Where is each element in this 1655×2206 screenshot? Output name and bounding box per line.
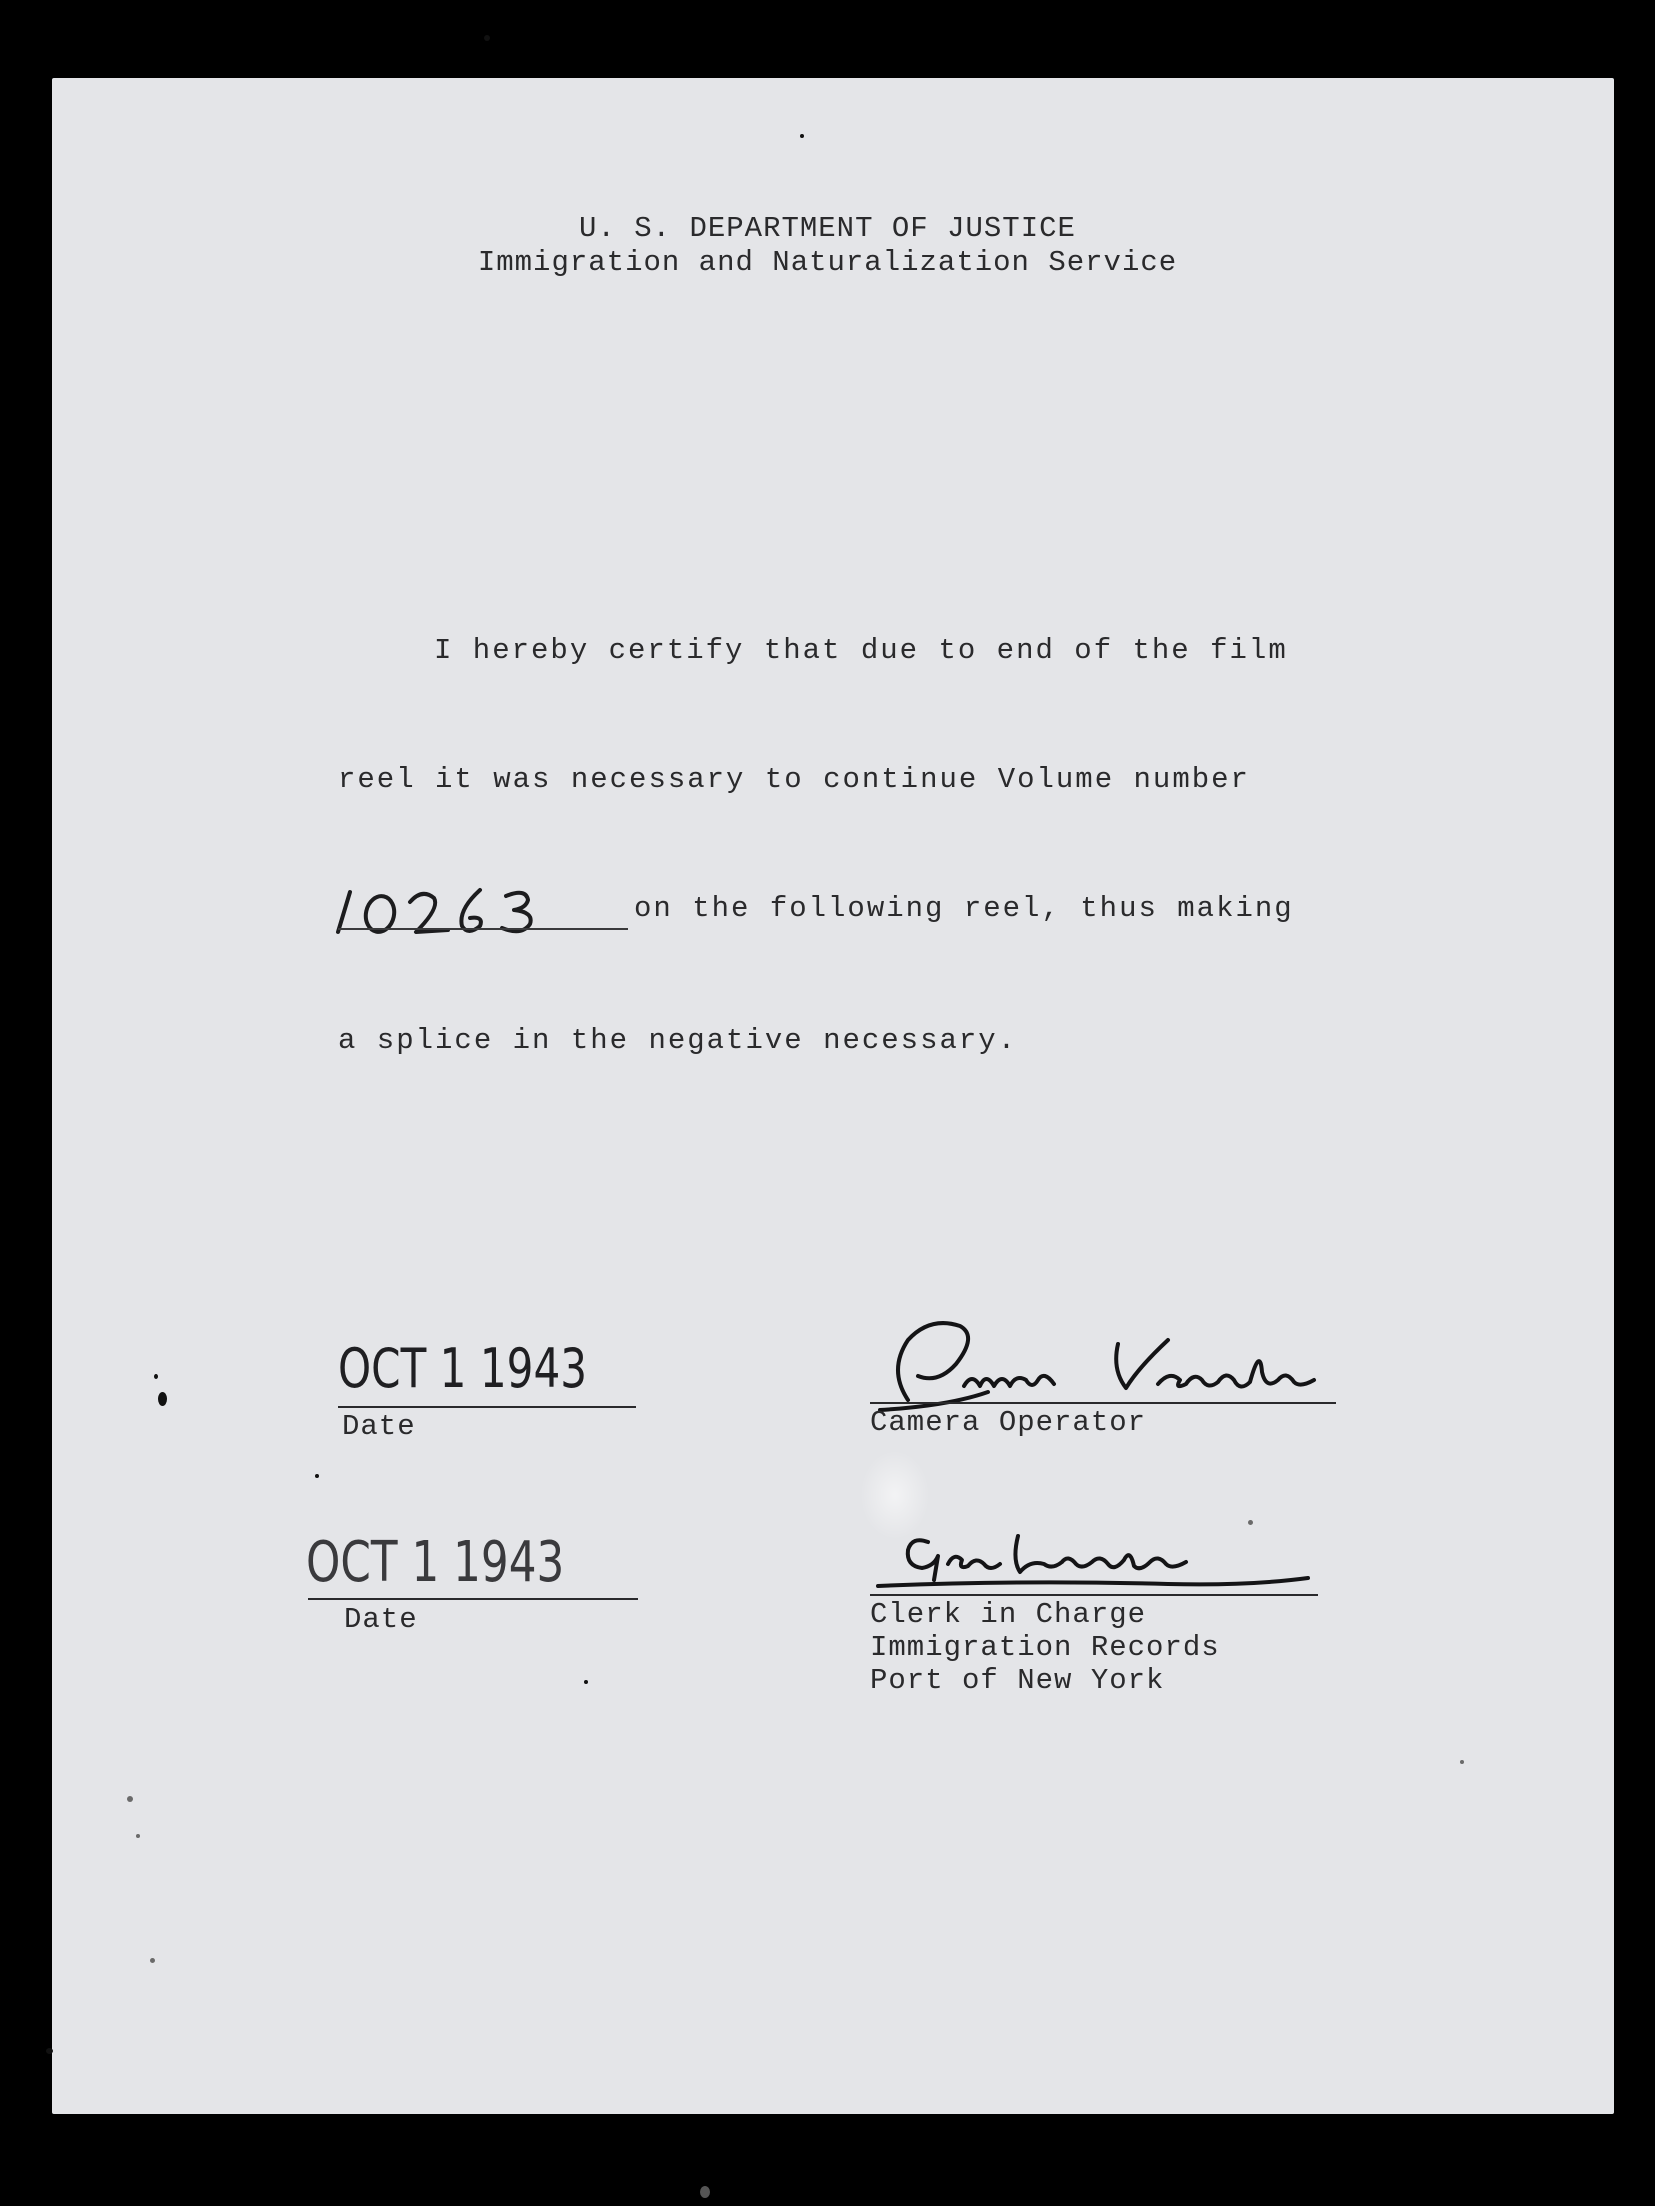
clerk-label-line-1: Clerk in Charge xyxy=(870,1598,1147,1631)
clerk-line xyxy=(870,1594,1318,1596)
date-stamp-1: OCT 1 1943 xyxy=(338,1337,588,1400)
clerk-signature xyxy=(868,1520,1328,1600)
film-speck xyxy=(136,1834,140,1838)
camera-operator-line xyxy=(870,1402,1336,1404)
date-line-1 xyxy=(338,1406,636,1408)
volume-number-underline xyxy=(338,928,628,930)
date-stamp-2: OCT 1 1943 xyxy=(306,1530,565,1595)
certification-line-4: a splice in the negative necessary. xyxy=(338,1024,1018,1057)
header-department: U. S. DEPARTMENT OF JUSTICE xyxy=(579,212,1076,245)
camera-operator-signature-text xyxy=(868,1425,869,1426)
date-label-2: Date xyxy=(344,1603,418,1636)
header-service: Immigration and Naturalization Service xyxy=(477,246,1178,279)
date-line-2 xyxy=(308,1598,638,1600)
film-speck xyxy=(315,1474,319,1478)
film-speck xyxy=(150,1958,155,1963)
date-label-1: Date xyxy=(342,1410,416,1443)
volume-number-text xyxy=(330,945,331,946)
clerk-label-line-2: Immigration Records xyxy=(870,1631,1220,1664)
film-speck xyxy=(700,2186,710,2198)
film-speck xyxy=(1248,1520,1253,1525)
film-speck xyxy=(800,134,804,138)
clerk-label-line-3: Port of New York xyxy=(870,1664,1165,1697)
certification-line-2: reel it was necessary to continue Volume number xyxy=(338,763,1250,796)
film-speck xyxy=(1460,1760,1464,1764)
volume-number-handwritten xyxy=(330,880,630,940)
certification-line-1: I hereby certify that due to end of the film xyxy=(434,634,1288,667)
film-speck xyxy=(158,1392,167,1406)
clerk-signature-text xyxy=(868,1605,869,1606)
volume-number-ink xyxy=(330,880,630,940)
certification-line-3: on the following reel, thus making xyxy=(634,892,1294,925)
film-speck xyxy=(154,1374,158,1379)
film-speck xyxy=(584,1680,588,1684)
clerk-signature-ink xyxy=(868,1520,1328,1600)
document-page xyxy=(52,78,1614,2114)
film-speck xyxy=(46,2048,53,2054)
camera-operator-label: Camera Operator xyxy=(870,1406,1147,1439)
film-speck xyxy=(484,35,490,41)
film-speck xyxy=(127,1796,133,1802)
light-flare xyxy=(860,1450,930,1540)
